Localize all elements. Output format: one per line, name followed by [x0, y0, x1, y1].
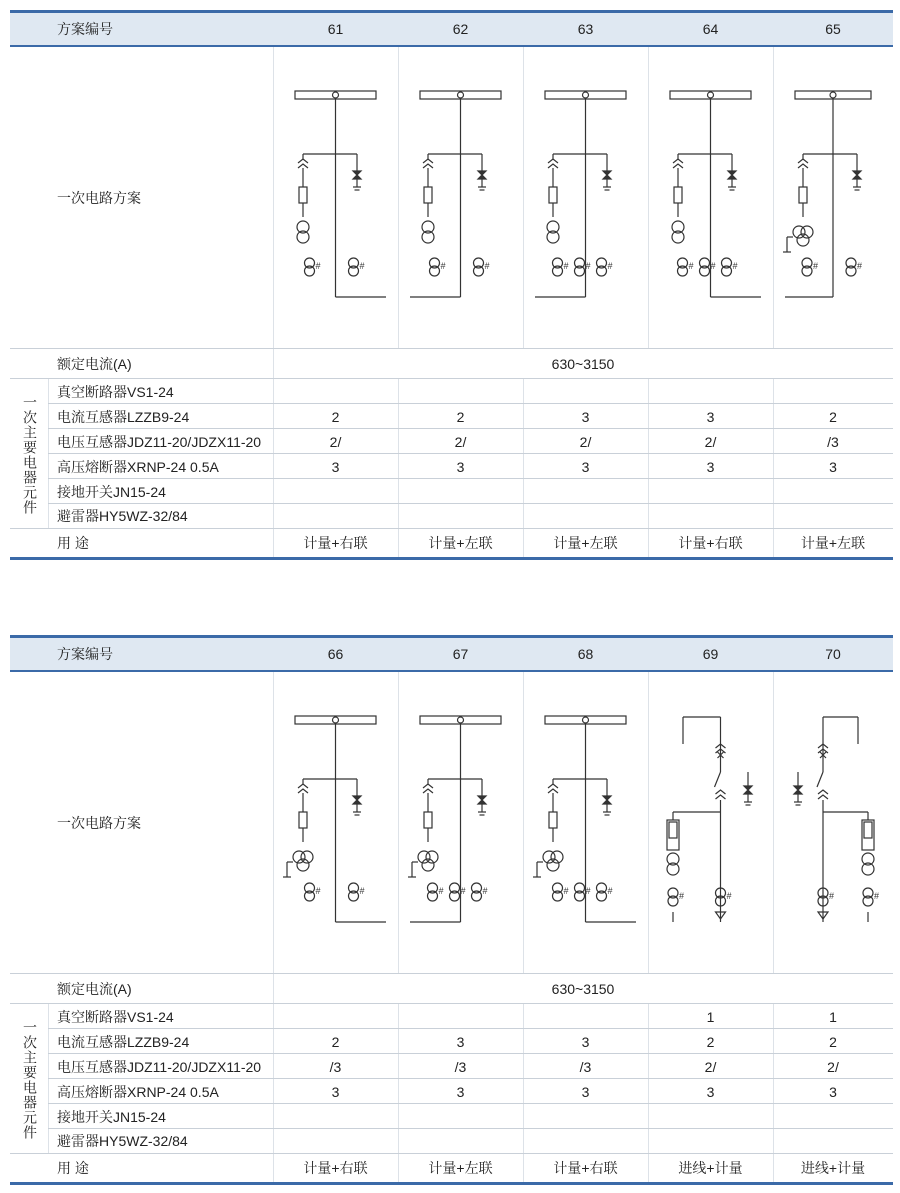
- fuse-symbol: [669, 822, 677, 838]
- usage-value: 计量+左联: [428, 1160, 493, 1176]
- usage-label: 用 途: [57, 1160, 89, 1176]
- component-value: 3: [456, 1033, 465, 1050]
- component-value: 2: [331, 1033, 340, 1050]
- diagram-69: [648, 672, 773, 973]
- diagram-70: [773, 672, 893, 973]
- scheme-number: 62: [452, 21, 469, 37]
- component-value: 3: [581, 458, 590, 475]
- ct-mark: #: [563, 886, 569, 896]
- current-transformer-symbol: [575, 883, 591, 901]
- usage-value: 计量+右联: [678, 535, 743, 551]
- surge-arrester-symbol: [353, 796, 361, 804]
- ct-mark: #: [829, 891, 835, 901]
- diagram-66: [273, 672, 398, 973]
- component-name: 接地开关JN15-24: [57, 1108, 166, 1125]
- ct-mark: #: [679, 891, 685, 901]
- rated-current-label: 额定电流(A): [57, 980, 132, 997]
- fuse-symbol: [549, 187, 557, 203]
- bus-tap-point: [333, 717, 339, 723]
- scheme-number: 61: [327, 21, 344, 37]
- component-name: 电流互感器LZZB9-24: [57, 408, 190, 425]
- ct-mark: #: [585, 261, 591, 271]
- current-transformer-symbol: [668, 888, 684, 906]
- fuse-symbol: [424, 187, 432, 203]
- scheme-number-label: 方案编号: [57, 21, 113, 37]
- component-value: [398, 479, 523, 504]
- ct-mark: #: [482, 886, 488, 896]
- current-transformer-symbol: [575, 258, 591, 276]
- component-name: 接地开关JN15-24: [57, 483, 166, 500]
- component-value: [398, 1004, 523, 1029]
- component-value: [523, 504, 648, 528]
- component-value: 2: [456, 408, 465, 425]
- component-value: 2: [829, 408, 837, 425]
- component-value: 3: [706, 408, 715, 425]
- scheme-table-2: [10, 635, 893, 1187]
- component-value: [273, 504, 398, 528]
- scheme-table-1: [10, 10, 893, 560]
- current-transformer-symbol: [716, 888, 732, 906]
- ct-mark: #: [563, 261, 569, 271]
- component-value: [648, 479, 773, 504]
- ct-mark: #: [874, 891, 880, 901]
- components-group-label: 一次主要电器元件: [22, 395, 38, 515]
- scheme-number-label: 方案编号: [57, 646, 113, 662]
- ct-mark: #: [726, 891, 732, 901]
- component-value: 2: [331, 408, 340, 425]
- diagram-67: [398, 672, 523, 973]
- component-value: [523, 379, 648, 404]
- component-value: [398, 504, 523, 528]
- ct-mark: #: [315, 886, 321, 896]
- disconnect-plug-symbol: [716, 790, 726, 799]
- bus-tap-point: [333, 92, 339, 98]
- surge-arrester-symbol: [794, 786, 802, 794]
- ct-mark: #: [585, 886, 591, 896]
- component-value: [273, 379, 398, 404]
- component-value: 2/: [704, 433, 717, 450]
- surge-arrester-symbol: [478, 796, 486, 804]
- ct-mark: #: [315, 261, 321, 271]
- components-group-label: 一次主要电器元件: [22, 1020, 38, 1140]
- component-value: 3: [581, 408, 590, 425]
- current-transformer-symbol: [553, 883, 569, 901]
- ct-mark: #: [359, 261, 365, 271]
- component-value: [523, 1004, 648, 1029]
- current-transformer-symbol: [305, 883, 321, 901]
- diagram-62: [398, 47, 523, 348]
- diagram-68: [523, 672, 648, 973]
- component-value: /3: [454, 1058, 467, 1075]
- component-name: 电压互感器JDZ11-20/JDZX11-20: [57, 1058, 262, 1075]
- current-transformer-symbol: [700, 258, 716, 276]
- component-value: [398, 1129, 523, 1153]
- component-value: [773, 479, 893, 504]
- diagram-64: [648, 47, 773, 348]
- usage-value: 计量+右联: [303, 535, 368, 551]
- scheme-number: 65: [825, 21, 841, 37]
- component-value: [773, 1129, 893, 1153]
- circuit-diagram-label: 一次电路方案: [57, 814, 141, 831]
- ct-mark: #: [607, 886, 613, 896]
- component-name: 高压熔断器XRNP-24 0.5A: [57, 458, 219, 475]
- component-value: 3: [456, 1083, 465, 1100]
- rated-current-value: 630~3150: [551, 980, 615, 997]
- disconnect-plug-symbol: [673, 159, 683, 168]
- current-transformer-symbol: [428, 883, 444, 901]
- disconnect-plug-symbol: [818, 790, 828, 799]
- current-transformer-symbol: [818, 888, 834, 906]
- fuse-symbol: [864, 822, 872, 838]
- ct-mark: #: [607, 261, 613, 271]
- component-value: [648, 1129, 773, 1153]
- component-value: [648, 1104, 773, 1129]
- component-value: [773, 504, 893, 528]
- component-value: /3: [329, 1058, 342, 1075]
- usage-value: 进线+计量: [800, 1160, 866, 1176]
- scheme-number: 68: [577, 646, 594, 662]
- fuse-symbol: [424, 812, 432, 828]
- ct-mark: #: [438, 886, 444, 896]
- component-value: 2: [829, 1033, 837, 1050]
- scheme-number: 70: [825, 646, 841, 662]
- ct-mark: #: [710, 261, 716, 271]
- current-transformer-symbol: [802, 258, 818, 276]
- diagram-61: [273, 47, 398, 348]
- bus-tap-point: [708, 92, 714, 98]
- ct-mark: #: [484, 261, 490, 271]
- usage-value: 计量+左联: [428, 535, 493, 551]
- current-transformer-symbol: [553, 258, 569, 276]
- disconnect-plug-symbol: [298, 784, 308, 793]
- diagram-65: [773, 47, 893, 348]
- disconnect-plug-symbol: [548, 784, 558, 793]
- component-value: [273, 1129, 398, 1153]
- fuse-symbol: [549, 812, 557, 828]
- ct-mark: #: [688, 261, 694, 271]
- component-value: 3: [829, 1083, 837, 1100]
- ct-mark: #: [857, 261, 863, 271]
- usage-value: 计量+右联: [553, 1160, 618, 1176]
- component-value: 2/: [827, 1058, 839, 1075]
- component-value: 3: [331, 458, 340, 475]
- component-value: 2/: [579, 433, 592, 450]
- component-value: 1: [829, 1008, 837, 1025]
- diagram-63: [523, 47, 648, 348]
- component-value: /3: [827, 433, 839, 450]
- component-name: 电流互感器LZZB9-24: [57, 1033, 190, 1050]
- table-bottom-border: [10, 557, 893, 560]
- component-value: [523, 1129, 648, 1153]
- component-value: [273, 479, 398, 504]
- vacuum-breaker-blade: [715, 772, 721, 787]
- component-name: 高压熔断器XRNP-24 0.5A: [57, 1083, 219, 1100]
- current-transformer-symbol: [450, 883, 466, 901]
- surge-arrester-symbol: [353, 171, 361, 179]
- fuse-symbol: [799, 187, 807, 203]
- component-value: 2/: [454, 433, 467, 450]
- component-value: 3: [331, 1083, 340, 1100]
- surge-arrester-symbol: [603, 796, 611, 804]
- component-value: 2/: [704, 1058, 717, 1075]
- surge-arrester-symbol: [603, 171, 611, 179]
- component-value: [773, 379, 893, 404]
- current-transformer-symbol: [846, 258, 862, 276]
- current-transformer-symbol: [349, 883, 365, 901]
- ct-mark: #: [813, 261, 819, 271]
- component-name: 电压互感器JDZ11-20/JDZX11-20: [57, 433, 262, 450]
- circuit-diagram-label: 一次电路方案: [57, 189, 141, 206]
- component-value: 2/: [329, 433, 342, 450]
- current-transformer-symbol: [678, 258, 694, 276]
- scheme-number: 63: [577, 21, 594, 37]
- component-value: [523, 1104, 648, 1129]
- component-name: 避雷器HY5WZ-32/84: [57, 1133, 188, 1149]
- ct-mark: #: [440, 261, 446, 271]
- current-transformer-symbol: [472, 883, 488, 901]
- current-transformer-symbol: [597, 258, 613, 276]
- scheme-number: 66: [327, 646, 344, 662]
- component-value: /3: [579, 1058, 592, 1075]
- scheme-number: 67: [452, 646, 469, 662]
- vacuum-breaker-blade: [817, 772, 823, 787]
- component-value: [773, 1104, 893, 1129]
- fuse-symbol: [299, 187, 307, 203]
- usage-value: 计量+右联: [303, 1160, 368, 1176]
- component-value: 3: [829, 458, 837, 475]
- component-name: 避雷器HY5WZ-32/84: [57, 508, 188, 524]
- rated-current-label: 额定电流(A): [57, 355, 132, 372]
- component-name: 真空断路器VS1-24: [57, 383, 174, 400]
- bus-tap-point: [458, 92, 464, 98]
- component-name: 真空断路器VS1-24: [57, 1008, 174, 1025]
- component-value: [398, 379, 523, 404]
- component-value: [523, 479, 648, 504]
- bus-tap-point: [458, 717, 464, 723]
- surge-arrester-symbol: [478, 171, 486, 179]
- component-value: [648, 504, 773, 528]
- disconnect-plug-symbol: [423, 784, 433, 793]
- component-value: 3: [706, 1083, 715, 1100]
- surge-arrester-symbol: [728, 171, 736, 179]
- rated-current-value: 630~3150: [551, 355, 615, 372]
- current-transformer-symbol: [597, 883, 613, 901]
- ct-mark: #: [359, 886, 365, 896]
- bus-tap-point: [583, 717, 589, 723]
- ct-mark: #: [732, 261, 738, 271]
- usage-value: 进线+计量: [678, 1160, 743, 1176]
- component-value: 2: [706, 1033, 715, 1050]
- table-bottom-border: [10, 1182, 893, 1185]
- bus-tap-point: [830, 92, 836, 98]
- disconnect-plug-symbol: [298, 159, 308, 168]
- disconnect-plug-symbol: [423, 159, 433, 168]
- current-transformer-symbol: [474, 258, 490, 276]
- current-transformer-symbol: [349, 258, 365, 276]
- current-transformer-symbol: [430, 258, 446, 276]
- fuse-symbol: [299, 812, 307, 828]
- component-value: 3: [456, 458, 465, 475]
- usage-label: 用 途: [57, 535, 89, 551]
- current-transformer-symbol: [722, 258, 738, 276]
- ct-mark: #: [460, 886, 466, 896]
- usage-value: 计量+左联: [553, 535, 618, 551]
- component-value: 3: [581, 1033, 590, 1050]
- component-value: [648, 379, 773, 404]
- scheme-number: 69: [702, 646, 719, 662]
- scheme-number: 64: [702, 21, 719, 37]
- component-value: 3: [581, 1083, 590, 1100]
- bus-tap-point: [583, 92, 589, 98]
- component-value: 3: [706, 458, 715, 475]
- current-transformer-symbol: [863, 888, 879, 906]
- usage-value: 计量+左联: [800, 535, 866, 551]
- current-transformer-symbol: [305, 258, 321, 276]
- component-value: [273, 1004, 398, 1029]
- surge-arrester-symbol: [744, 786, 752, 794]
- component-value: [398, 1104, 523, 1129]
- component-value: [273, 1104, 398, 1129]
- disconnect-plug-symbol: [548, 159, 558, 168]
- disconnect-plug-symbol: [798, 159, 808, 168]
- fuse-symbol: [674, 187, 682, 203]
- component-value: 1: [706, 1008, 715, 1025]
- surge-arrester-symbol: [853, 171, 861, 179]
